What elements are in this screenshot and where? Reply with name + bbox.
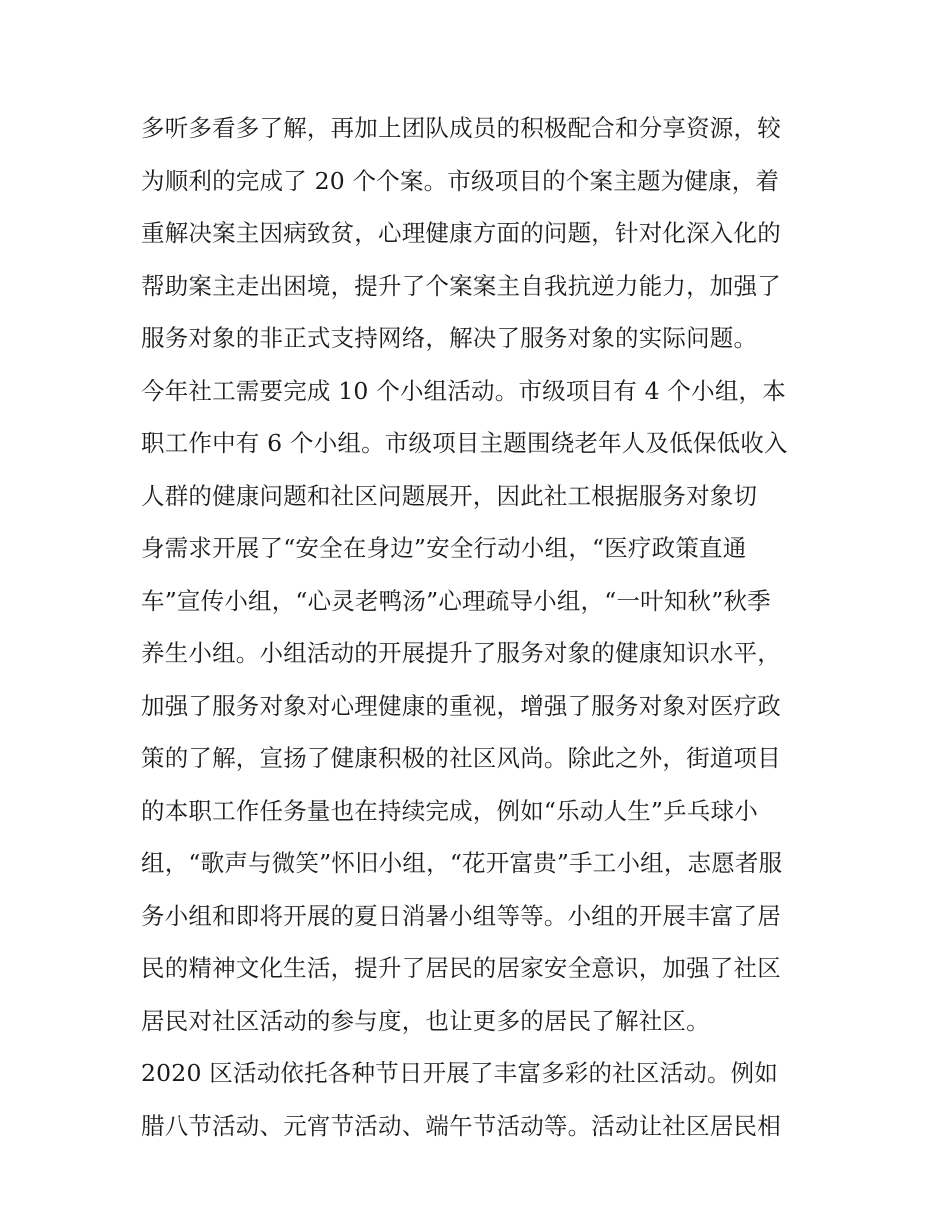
text-line: 职工作中有 6 个小组。市级项目主题围绕老年人及低保低收入 bbox=[141, 429, 788, 457]
text-line: 车”宣传小组，“心灵老鸭汤”心理疏导小组，“一叶知秋”秋季 bbox=[141, 586, 771, 615]
body-text bbox=[141, 102, 821, 1152]
text-line: 腊八节活动、元宵节活动、端午节活动等。活动让社区居民相 bbox=[141, 1111, 781, 1140]
text-line: 养生小组。小组活动的开展提升了服务对象的健康知识水平， bbox=[141, 639, 781, 667]
text-line: 2020 区活动依托各种节日开展了丰富多彩的社区活动。例如 bbox=[141, 1059, 779, 1087]
text-line: 为顺利的完成了 20 个个案。市级项目的个案主题为健康，着 bbox=[141, 166, 780, 195]
text-line: 服务对象的非正式支持网络，解决了服务对象的实际问题。 bbox=[141, 324, 758, 352]
text-line: 民的精神文化生活，提升了居民的居家安全意识，加强了社区 bbox=[141, 954, 781, 982]
text-line: 加强了服务对象对心理健康的重视，增强了服务对象对医疗政 bbox=[141, 691, 781, 720]
text-line: 多听多看多了解，再加上团队成员的积极配合和分享资源，较 bbox=[141, 114, 781, 142]
text-line: 今年社工需要完成 10 个小组活动。市级项目有 4 个小组，本 bbox=[141, 376, 786, 405]
text-line: 帮助案主走出困境，提升了个案案主自我抗逆力能力，加强了 bbox=[141, 271, 781, 300]
text-line: 策的了解，宣扬了健康积极的社区风尚。除此之外，街道项目 bbox=[141, 744, 781, 772]
text-line: 人群的健康问题和社区问题展开，因此社工根据服务对象切 bbox=[141, 481, 758, 510]
text-line: 组，“歌声与微笑”怀旧小组，“花开富贵”手工小组，志愿者服 bbox=[141, 849, 783, 877]
text-line: 重解决案主因病致贫，心理健康方面的问题，针对化深入化的 bbox=[141, 219, 781, 247]
text-line: 务小组和即将开展的夏日消暑小组等等。小组的开展丰富了居 bbox=[141, 901, 781, 930]
text-line: 身需求开展了“安全在身边”安全行动小组，“医疗政策直通 bbox=[141, 534, 747, 562]
text-line: 的本职工作任务量也在持续完成，例如“乐动人生”乒乓球小 bbox=[141, 796, 758, 825]
text-line: 居民对社区活动的参与度，也让更多的居民了解社区。 bbox=[141, 1006, 710, 1035]
